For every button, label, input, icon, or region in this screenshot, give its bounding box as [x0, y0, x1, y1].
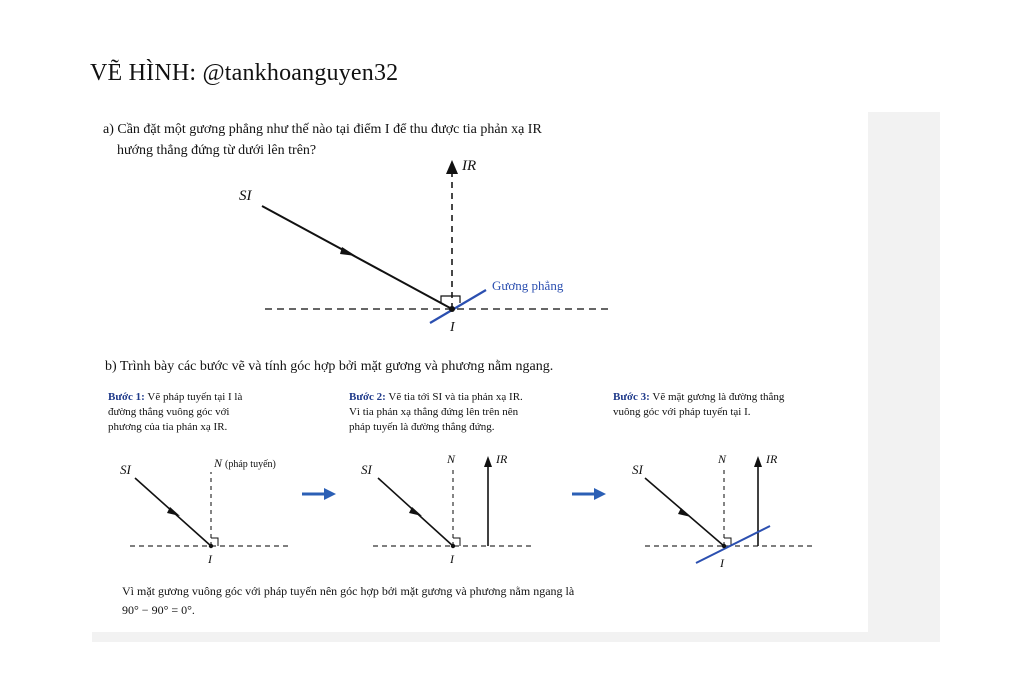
- conclusion-line2: 90° − 90° = 0°.: [122, 603, 195, 617]
- step-2-line3: pháp tuyến là đường thẳng đứng.: [349, 421, 495, 433]
- label-ir: IR: [462, 158, 477, 174]
- fig3-label-n: N: [718, 452, 727, 466]
- figure-step-2: [373, 456, 535, 548]
- fig3-label-ir: IR: [766, 452, 778, 466]
- step-2-label: Bước 2:: [349, 391, 386, 403]
- figure-step-1: [130, 472, 292, 548]
- fig3-label-si: SI: [632, 462, 643, 477]
- step-3-line1: Vẽ mặt gương là đường thẳng: [649, 391, 785, 403]
- label-mirror: Gương phẳng: [492, 278, 564, 293]
- step-1-line3: phương của tia phản xạ IR.: [108, 421, 228, 433]
- step-2-line2: Vì tia phản xạ thẳng đứng lên trên nên: [349, 406, 519, 418]
- step-1-label: Bước 1:: [108, 391, 145, 403]
- fig1-n: N: [214, 456, 223, 470]
- fig1-label-i: I: [208, 552, 212, 566]
- step-1-line1: Vẽ pháp tuyến tại I là: [144, 391, 243, 403]
- question-b-title: b) Trình bày các bước vẽ và tính góc hợp bởi mặt gương và phương nằm ngang.: [105, 359, 554, 374]
- fig2-label-ir: IR: [496, 452, 508, 466]
- fig2-label-n: N: [447, 452, 456, 466]
- fig1-n-note: (pháp tuyến): [225, 459, 276, 470]
- fig1-label-si: SI: [120, 462, 131, 477]
- fig3-label-i: I: [720, 556, 724, 570]
- label-i: I: [450, 320, 455, 335]
- step-3-line2: vuông góc với pháp tuyến tại I.: [613, 406, 751, 418]
- arrow-step-1-to-2: [302, 488, 336, 500]
- step-1-line2: đường thẳng vuông góc với: [108, 406, 230, 418]
- step-3-label: Bước 3:: [613, 391, 650, 403]
- fig2-label-i: I: [450, 552, 454, 566]
- question-a-line2: hướng thẳng đứng từ dưới lên trên?: [117, 143, 317, 158]
- arrow-step-2-to-3: [572, 488, 606, 500]
- page-title: VẼ HÌNH: @tankhoanguyen32: [90, 60, 399, 86]
- conclusion-line1: Vì mặt gương vuông góc với pháp tuyến nên góc hợp bởi mặt gương và phương nằm ngang là: [122, 584, 575, 598]
- question-a-line1: a) Cần đặt một gương phẳng như thế nào tại điểm I để thu được tia phản xạ IR: [103, 122, 542, 137]
- label-si: SI: [239, 188, 252, 204]
- figure-step-3: [645, 456, 812, 563]
- fig1-label-n: [214, 456, 276, 471]
- fig2-label-si: SI: [361, 462, 372, 477]
- step-2-line1: Vẽ tia tới SI và tia phản xạ IR.: [385, 391, 523, 403]
